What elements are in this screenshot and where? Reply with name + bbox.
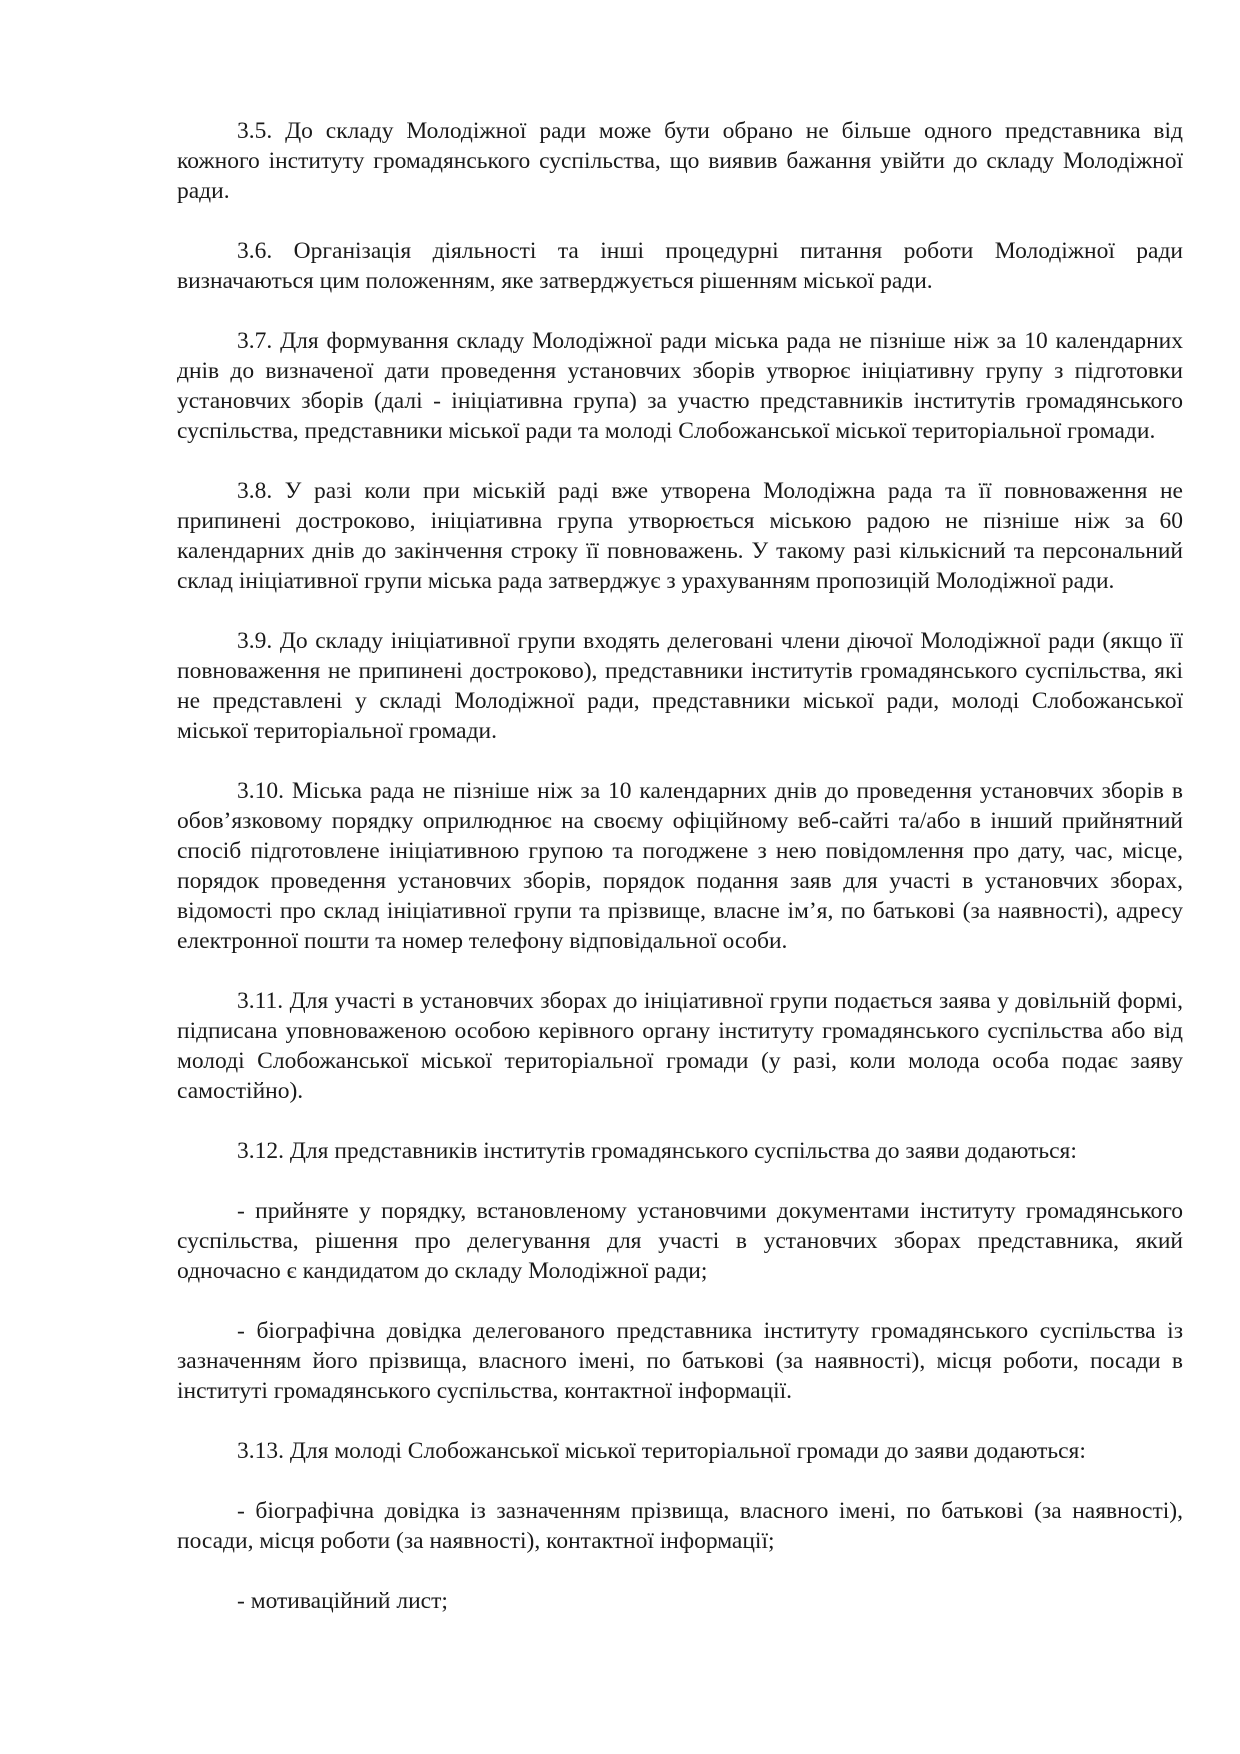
list-item-youth-biography: - біографічна довідка із зазначенням прізвища, власного імені, по батькові (за наявності), посади, місця роботи (за наявності), контактної інформації; (177, 1498, 1183, 1554)
paragraph-3-5: 3.5. До складу Молодіжної ради може бути обрано не більше одного представника від кожного інституту громадянського суспільства, що виявив бажання увійти до складу Молодіжної ради. (177, 118, 1183, 204)
paragraph-3-13: 3.13. Для молоді Слобожанської міської територіальної громади до заяви додаються: (237, 1438, 1086, 1464)
list-item-motivation-letter: - мотиваційний лист; (237, 1588, 448, 1614)
list-item-delegate-biography: - біографічна довідка делегованого представника інституту громадянського суспільства із зазначенням його прізвища, власного імені, по батькові (за наявності), місця роботи, посади в інституті громадянського суспільства, контактної інформації. (177, 1318, 1183, 1404)
paragraph-3-6: 3.6. Організація діяльності та інші процедурні питання роботи Молодіжної ради визначаються цим положенням, яке затверджується рішенням міської ради. (177, 238, 1183, 294)
paragraph-3-7: 3.7. Для формування складу Молодіжної ради міська рада не пізніше ніж за 10 календарних днів до визначеної дати проведення установчих зборів утворює ініціативну групу з підготовки установчих зборів (далі - ініціативна група) за участю представників інститутів громадянського суспільства, представники міської ради та молоді Слобожанської міської територіальної громади. (177, 328, 1183, 444)
paragraph-3-9: 3.9. До складу ініціативної групи входять делеговані члени діючої Молодіжної ради (якщо її повноваження не припинені достроково), представники інститутів громадянського суспільства, які не представлені у складі Молодіжної ради, представники міської ради, молоді Слобожанської міської територіальної громади. (177, 628, 1183, 744)
paragraph-3-8: 3.8. У разі коли при міській раді вже утворена Молодіжна рада та її повноваження не припинені достроково, ініціативна група утворюється міською радою не пізніше ніж за 60 календарних днів до закінчення строку її повноважень. У такому разі кількісний та персональний склад ініціативної групи міська рада затверджує з урахуванням пропозицій Молодіжної ради. (177, 478, 1183, 594)
paragraph-3-10: 3.10. Міська рада не пізніше ніж за 10 календарних днів до проведення установчих зборів в обов’язковому порядку оприлюднює на своєму офіційному веб-сайті та/або в інший прийнятний спосіб підготовлене ініціативною групою та погоджене з нею повідомлення про дату, час, місце, порядок проведення установчих зборів, порядок подання заяв для участі в установчих зборах, відомості про склад ініціативної групи та прізвище, власне ім’я, по батькові (за наявності), адресу електронної пошти та номер телефону відповідальної особи. (177, 778, 1183, 954)
document-page (177, 116, 1183, 1646)
paragraph-3-12: 3.12. Для представників інститутів громадянського суспільства до заяви додаються: (237, 1138, 1077, 1164)
paragraph-3-11: 3.11. Для участі в установчих зборах до ініціативної групи подається заява у довільній формі, підписана уповноваженою особою керівного органу інституту громадянського суспільства або від молоді Слобожанської міської територіальної громади (у разі, коли молода особа подає заяву самостійно). (177, 988, 1183, 1104)
list-item-delegation-decision: - прийняте у порядку, встановленому установчими документами інституту громадянського суспільства, рішення про делегування для участі в установчих зборах представника, який одночасно є кандидатом до складу Молодіжної ради; (177, 1198, 1183, 1284)
